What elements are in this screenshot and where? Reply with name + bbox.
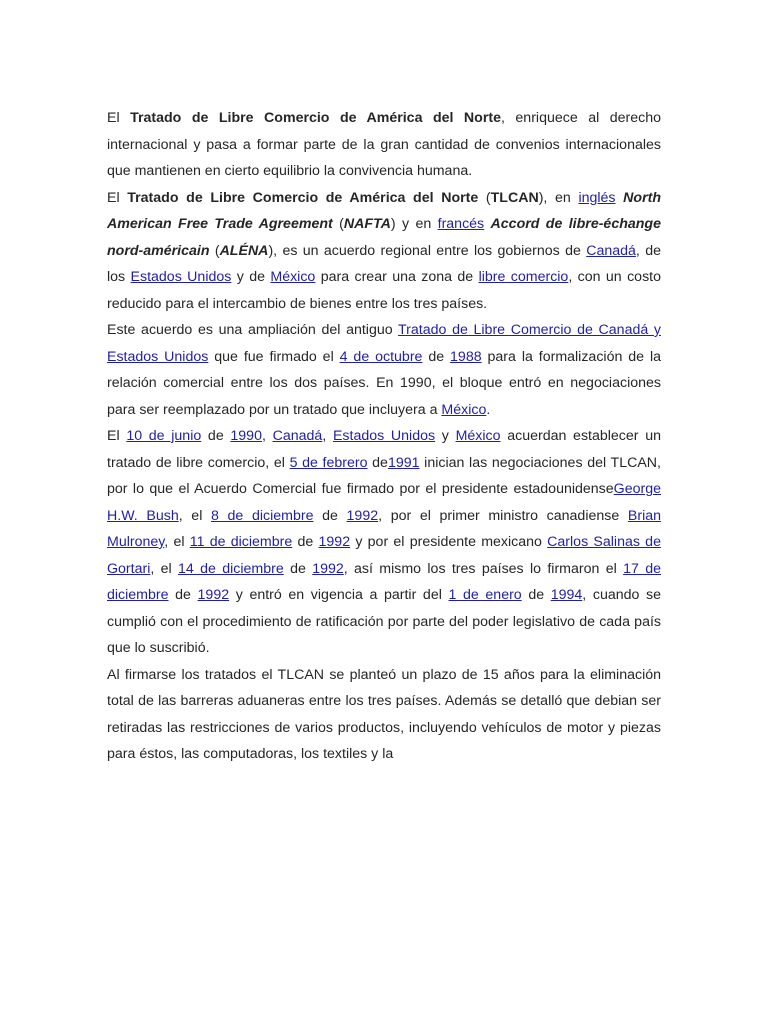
link-4-de-octubre[interactable]: 4 de octubre xyxy=(339,348,423,365)
link-estados-unidos[interactable]: Estados Unidos xyxy=(332,428,436,444)
link-1992[interactable]: 1992 xyxy=(346,507,379,524)
link-10-de-junio[interactable]: 10 de junio xyxy=(126,428,202,444)
paragraph-tariffs: Al firmarse los tratados el TLCAN se planteó un plazo de 15 años para la eliminación total de las barreras aduaneras entre los tres países. Además se detalló que debian ser retiradas las restricciones de varios productos, incluyendo vehículos de motor y piezas para éstos, las computadoras, los textiles y la xyxy=(107,666,661,762)
bold-treaty-name: Tratado de Libre Comercio de América del Norte xyxy=(130,110,501,126)
link-mexico[interactable]: México xyxy=(455,428,501,444)
link-tratado-canada-eeuu[interactable]: Tratado de Libre Comercio de Canadá y Estados Unidos xyxy=(107,322,662,365)
paragraph-intro: El Tratado de Libre Comercio de América del Norte, enriquece al derecho internacional y pasa a formar parte de la gran cantidad de convenios internacionales que mantienen en cierto equilibrio la convivencia humana. xyxy=(107,110,661,179)
english-name: North American Free Trade Agreement xyxy=(107,189,661,232)
link-carlos-salinas[interactable]: Carlos Salinas de Gortari xyxy=(107,534,661,577)
acronym-nafta: NAFTA xyxy=(343,216,391,232)
link-5-de-febrero[interactable]: 5 de febrero xyxy=(289,454,368,471)
link-brian-mulroney[interactable]: Brian Mulroney xyxy=(107,507,662,550)
link-1990[interactable]: 1990 xyxy=(230,428,262,444)
link-ingles[interactable]: inglés xyxy=(578,189,616,206)
link-george-bush[interactable]: George H.W. Bush xyxy=(107,481,661,524)
link-14-de-diciembre[interactable]: 14 de diciembre xyxy=(178,560,284,577)
french-name: Accord de libre-échange nord-américain xyxy=(107,216,661,259)
link-frances[interactable]: francés xyxy=(437,216,485,232)
link-1992[interactable]: 1992 xyxy=(318,534,351,550)
link-1992[interactable]: 1992 xyxy=(312,560,344,577)
paragraph-definition: El Tratado de Libre Comercio de América del Norte (TLCAN), en inglés North American Free Trade Agreement (NAFTA) y en francés Accord de libre-échange nord-américain (ALÉNA), es un acuerdo regional entre los gobiernos de Canadá, de los Estados Unidos y de México para crear una zona de libre comercio, con un costo reducido para el intercambio de bienes entre los tres países. xyxy=(107,189,661,312)
link-1988[interactable]: 1988 xyxy=(450,348,482,365)
link-8-de-diciembre[interactable]: 8 de diciembre xyxy=(211,507,314,524)
link-17-de-diciembre[interactable]: 17 de diciembre xyxy=(107,560,661,603)
acronym-alena: ALÉNA xyxy=(219,242,269,259)
link-11-de-diciembre[interactable]: 11 de diciembre xyxy=(189,534,293,550)
link-estados-unidos[interactable]: Estados Unidos xyxy=(130,269,232,285)
link-canada[interactable]: Canadá xyxy=(272,428,323,444)
link-mexico[interactable]: México xyxy=(270,269,316,285)
bold-treaty-name: Tratado de Libre Comercio de América del Norte xyxy=(127,189,479,206)
link-libre-comercio[interactable]: libre comercio xyxy=(478,269,569,285)
paragraph-signing: El 10 de junio de 1990, Canadá, Estados Unidos y México acuerdan establecer un tratado de libre comercio, el 5 de febrero de1991 inician las negociaciones del TLCAN, por lo que el Acuerdo Comercial fue firmado por el presidente estadounidenseGeorge H.W. Bush, el 8 de diciembre de 1992, por el primer ministro canadiense Brian Mulroney, el 11 de diciembre de 1992 y por el presidente mexicano Carlos Salinas de Gortari, el 14 de diciembre de 1992, así mismo los tres países lo firmaron el 17 de diciembre de 1992 y entró en vigencia a partir del 1 de enero de 1994, cuando se cumplió con el procedimiento de ratificación por parte del poder legislativo de cada país que lo suscribió. xyxy=(107,428,662,656)
paragraph-history: Este acuerdo es una ampliación del antiguo Tratado de Libre Comercio de Canadá y Estados Unidos que fue firmado el 4 de octubre de 1988 para la formalización de la relación comercial entre los dos países. En 1990, el bloque entró en negociaciones para ser reemplazado por un tratado que incluyera a México. xyxy=(107,322,662,418)
link-1992[interactable]: 1992 xyxy=(197,587,230,603)
link-1994[interactable]: 1994 xyxy=(550,587,583,603)
document-page xyxy=(107,105,661,768)
link-canada[interactable]: Canadá xyxy=(586,242,636,259)
link-1-de-enero[interactable]: 1 de enero xyxy=(448,587,522,603)
link-1991[interactable]: 1991 xyxy=(387,454,420,471)
bold-acronym-tlcan: TLCAN xyxy=(490,189,539,206)
link-mexico[interactable]: México xyxy=(441,401,487,418)
